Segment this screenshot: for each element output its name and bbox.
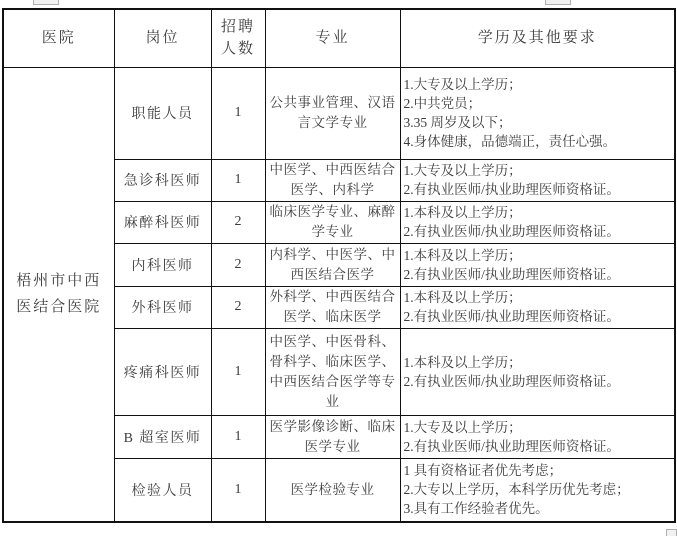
requirement-line: 2.有执业医师/执业助理医师资格证。: [403, 224, 620, 239]
position-cell: 疼痛科医师: [114, 328, 211, 415]
requirement-line: 3.具有工作经验者优先。: [403, 501, 549, 517]
position-cell: 外科医师: [114, 286, 211, 328]
major-cell: 内科学、中医学、中西医结合医学: [265, 243, 400, 286]
requirement-line: 2.有执业医师/执业助理医师资格证。: [403, 309, 620, 324]
header-major: 专业: [265, 9, 400, 67]
count-cell: 1: [211, 328, 265, 415]
major-cell: 外科学、中西医结合医学、临床医学: [265, 286, 400, 328]
count-cell: 1: [211, 458, 265, 522]
major-cell: 医学检验专业: [265, 458, 400, 522]
requirement-line: 2.中共党员；: [403, 96, 482, 111]
count-cell: 2: [211, 243, 265, 286]
table-body: [3, 67, 675, 522]
table-handle-artifact-top-left: [33, 0, 59, 5]
requirements-cell: [400, 286, 675, 328]
header-hospital: 医院: [3, 9, 114, 67]
requirements-cell: [400, 328, 675, 415]
requirement-line: 1.本科及以上学历；: [403, 247, 522, 263]
major-cell: 医学影像诊断、临床医学专业: [265, 415, 400, 458]
requirement-line: 2.有执业医师/执业助理医师资格证。: [403, 373, 620, 389]
major-cell: 中医学、中西医结合医学、内科学: [265, 159, 400, 201]
requirements-cell: [400, 415, 675, 458]
position-cell: 内科医师: [114, 243, 211, 286]
requirement-line: 1.本科及以上学历；: [403, 354, 522, 370]
requirement-line: 2.有执业医师/执业助理医师资格证。: [403, 438, 620, 454]
hospital-cell: 梧州市中西医结合医院: [3, 67, 114, 522]
requirement-line: 1 具有资格证者优先考虑；: [403, 463, 563, 479]
header-position: 岗位: [114, 9, 211, 67]
requirement-line: 1.大专及以上学历；: [403, 77, 522, 92]
table-row: [3, 67, 675, 159]
position-cell: 麻醉科医师: [114, 201, 211, 243]
position-cell: B 超室医师: [114, 415, 211, 458]
position-cell: 检验人员: [114, 458, 211, 522]
requirements-cell: [400, 67, 675, 159]
requirement-line: 2.有执业医师/执业助理医师资格证。: [403, 266, 620, 282]
count-cell: 1: [211, 159, 265, 201]
position-cell: 急诊科医师: [114, 159, 211, 201]
requirement-line: 1.本科及以上学历；: [403, 290, 522, 305]
recruitment-table: [2, 8, 676, 523]
major-cell: 公共事业管理、汉语言文学专业: [265, 67, 400, 159]
header-requirements: 学历及其他要求: [400, 9, 675, 67]
major-cell: 中医学、中医骨科、骨科学、临床医学、中西医结合医学等专业: [265, 328, 400, 415]
requirements-cell: [400, 159, 675, 201]
position-cell: 职能人员: [114, 67, 211, 159]
major-cell: 临床医学专业、麻醉学专业: [265, 201, 400, 243]
requirement-line: 2.有执业医师/执业助理医师资格证。: [403, 182, 620, 197]
count-cell: 1: [211, 415, 265, 458]
requirements-cell: [400, 458, 675, 522]
header-row: [3, 9, 675, 67]
requirement-line: 3.35 周岁及以下；: [403, 115, 512, 130]
requirement-line: 4.身体健康，品德端正，责任心强。: [403, 134, 617, 149]
requirements-cell: [400, 201, 675, 243]
table-handle-artifact-bottom-right: [666, 529, 677, 536]
table-header: [3, 9, 675, 67]
header-count: 招聘人数: [211, 9, 265, 67]
table-handle-artifact-top-right: [545, 0, 571, 5]
requirement-line: 2.大专以上学历，本科学历优先考虑；: [403, 482, 630, 498]
count-cell: 1: [211, 67, 265, 159]
requirements-cell: [400, 243, 675, 286]
requirement-line: 1.大专及以上学历；: [403, 163, 522, 178]
requirement-line: 1.大专及以上学历；: [403, 419, 522, 435]
count-cell: 2: [211, 286, 265, 328]
requirement-line: 1.本科及以上学历；: [403, 205, 522, 220]
count-cell: 2: [211, 201, 265, 243]
